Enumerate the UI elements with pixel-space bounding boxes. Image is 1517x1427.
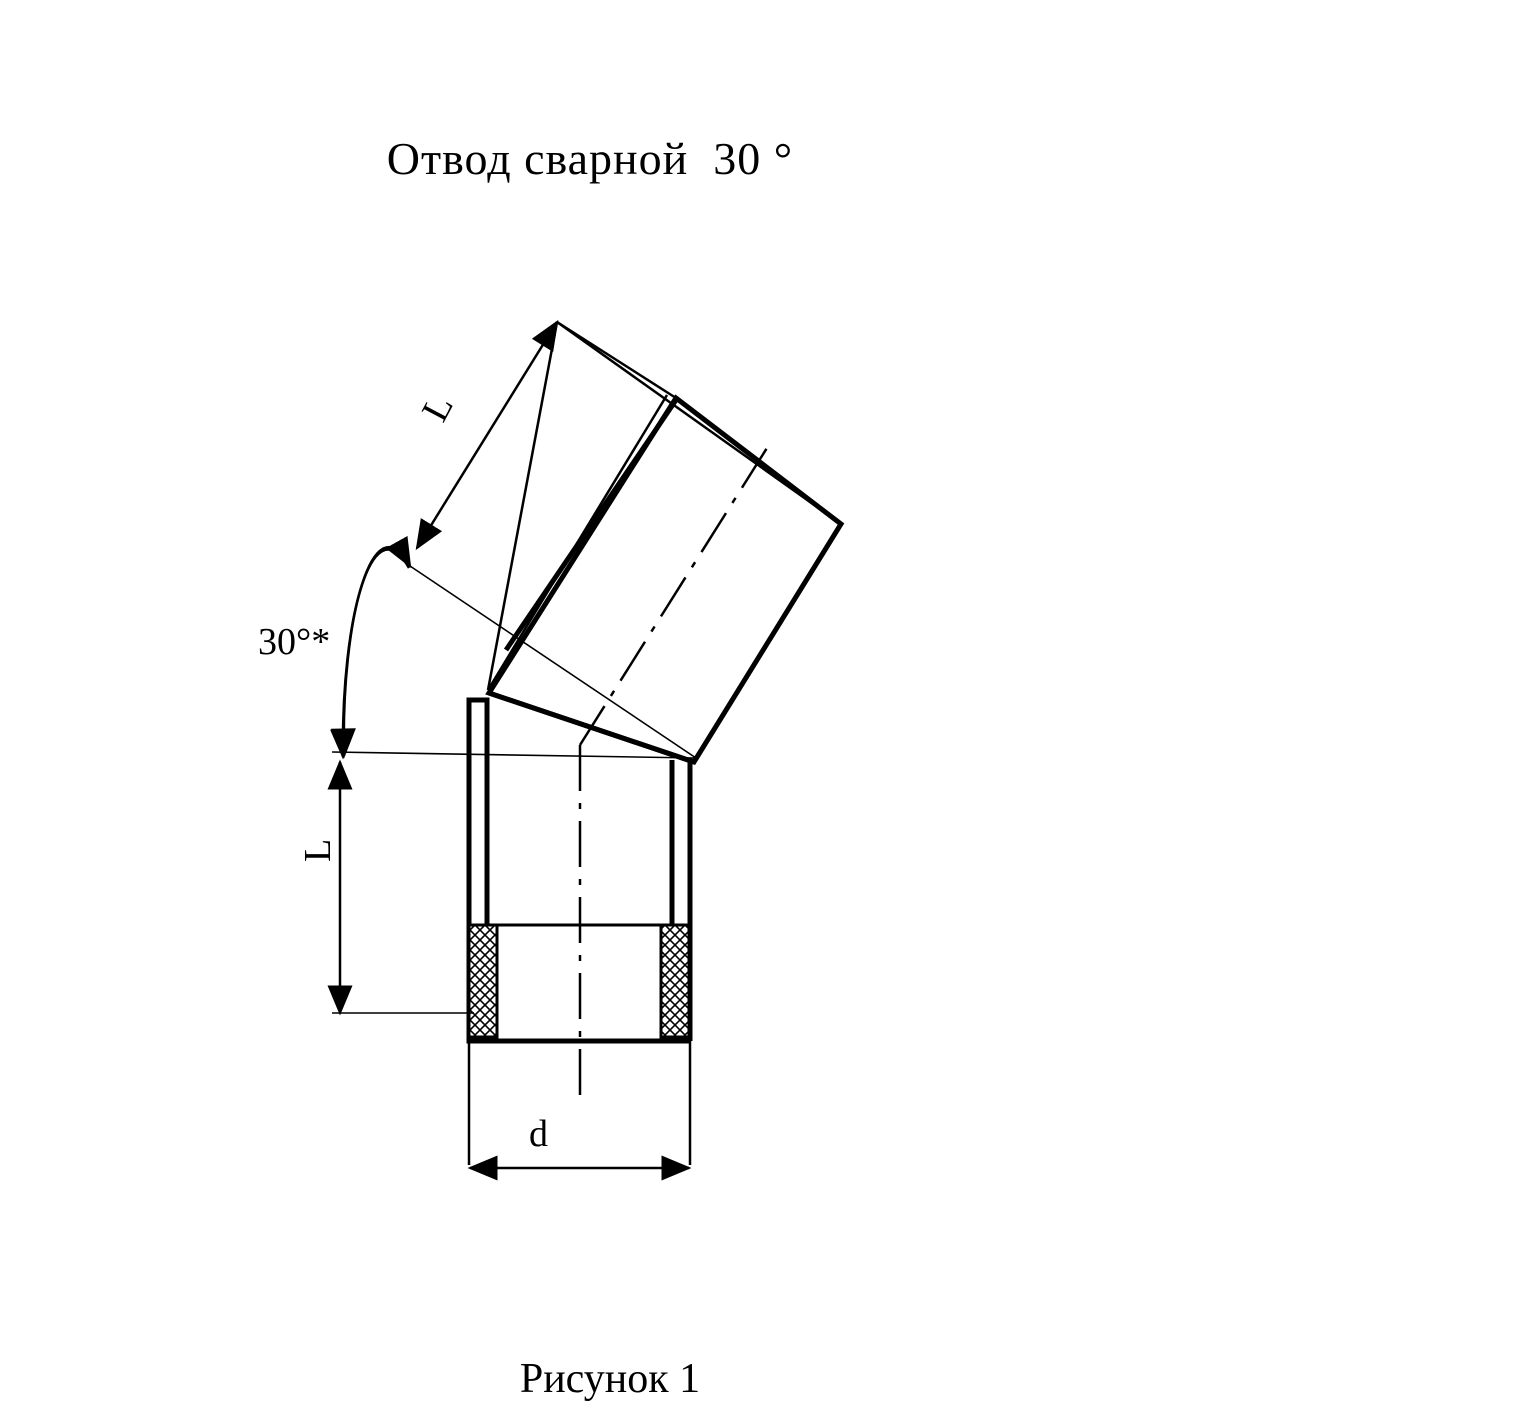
upper-pipe-body xyxy=(488,322,841,762)
weld-hatch-right xyxy=(661,925,689,1037)
figure-caption: Рисунок 1 xyxy=(519,1356,701,1402)
diameter-label: d xyxy=(529,1113,548,1155)
weld-hatch-left xyxy=(469,925,497,1037)
length-label-upper: L xyxy=(413,387,462,429)
angle-arc xyxy=(343,547,411,758)
angle-reference-lines xyxy=(332,566,696,758)
length-label-lower: L xyxy=(297,838,339,862)
page-title: Отвод сварной 30 ° xyxy=(386,133,794,184)
dimension-l-lower xyxy=(332,762,474,1013)
angle-label: 30°* xyxy=(258,621,331,663)
